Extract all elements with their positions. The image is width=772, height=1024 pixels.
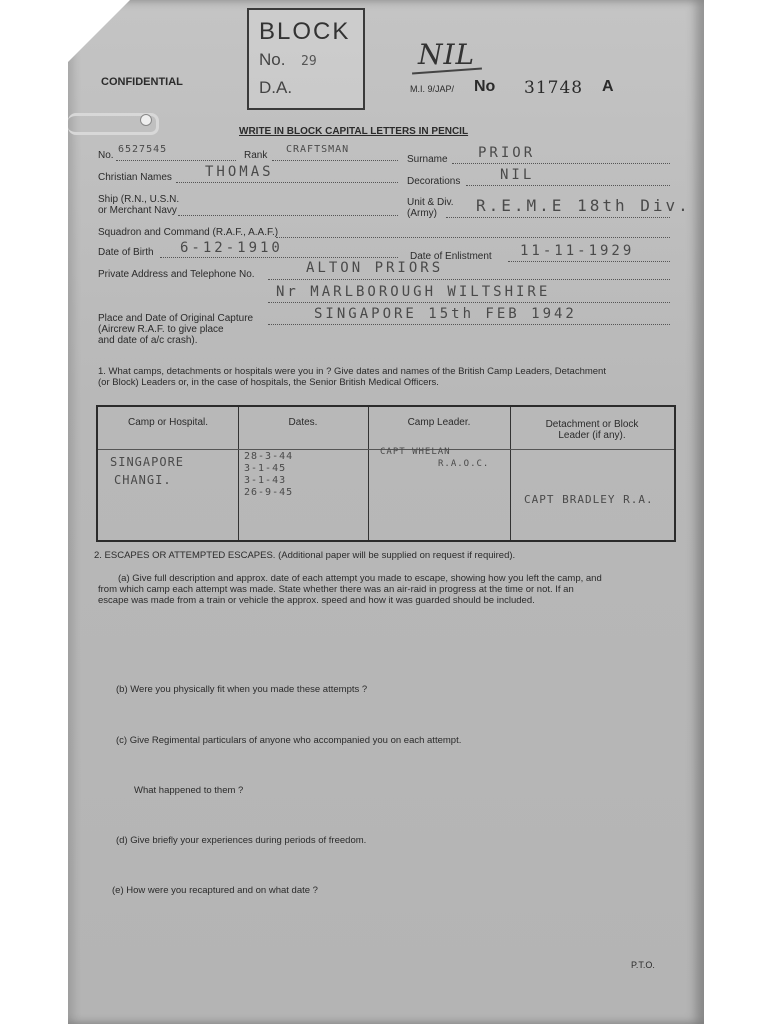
please-turn-over: P.T.O. bbox=[631, 960, 655, 970]
camps-table bbox=[96, 405, 676, 542]
header-block-leader-1: Detachment or Block bbox=[545, 419, 639, 430]
squadron-label: Squadron and Command (R.A.F., A.A.F.) bbox=[98, 227, 279, 238]
question-2a-line-1: (a) Give full description and approx. date of each attempt you made to escape, showing how you left the camp, and bbox=[118, 573, 602, 584]
enlistment-label: Date of Enlistment bbox=[410, 251, 492, 262]
capture-label-1: Place and Date of Original Capture bbox=[98, 313, 254, 324]
block-stamp bbox=[247, 8, 365, 110]
stamp-line-3: D.A. bbox=[259, 78, 293, 97]
address-line-1: ALTON PRIORS bbox=[306, 260, 444, 276]
header-camp-leader: Camp Leader. bbox=[407, 417, 471, 428]
header-block-leader-2: Leader (if any). bbox=[558, 430, 626, 441]
stamp-line-2: No. bbox=[259, 50, 286, 69]
header-dates: Dates. bbox=[288, 417, 318, 428]
stamp-line-2-handwritten: 29 bbox=[301, 54, 317, 69]
question-1-text-1: 1. What camps, detachments or hospitals were you in ? Give dates and names of the British Camp Leaders, Detachment bbox=[98, 366, 606, 377]
punch-hole bbox=[140, 114, 152, 126]
question-2b: (b) Were you physically fit when you made these attempts ? bbox=[116, 684, 368, 695]
dob-value: 6-12-1910 bbox=[180, 240, 283, 256]
document-suffix: A bbox=[602, 78, 614, 95]
unit-value: R.E.M.E 18th Div. bbox=[476, 196, 691, 215]
date-4: 26-9-45 bbox=[244, 487, 294, 498]
instruction-heading: WRITE IN BLOCK CAPITAL LETTERS IN PENCIL bbox=[239, 126, 469, 137]
camp-leader-unit: R.A.O.C. bbox=[438, 459, 490, 469]
block-leader: CAPT BRADLEY R.A. bbox=[524, 493, 654, 506]
unit-label-1: Unit & Div. bbox=[407, 197, 454, 208]
document-number: 31748 bbox=[524, 78, 584, 98]
rank-value: CRAFTSMAN bbox=[286, 144, 350, 155]
question-2-heading: 2. ESCAPES OR ATTEMPTED ESCAPES. (Additional paper will be supplied on request if required). bbox=[94, 550, 516, 561]
address-label: Private Address and Telephone No. bbox=[98, 269, 255, 280]
capture-label-3: and date of a/c crash). bbox=[98, 335, 198, 346]
header-camp: Camp or Hospital. bbox=[127, 417, 209, 428]
question-2c-followup: What happened to them ? bbox=[134, 785, 244, 796]
ship-label-1: Ship (R.N., U.S.N. bbox=[98, 194, 180, 205]
decorations-label: Decorations bbox=[407, 176, 461, 187]
enlistment-value: 11-11-1929 bbox=[520, 243, 635, 259]
surname-value: PRIOR bbox=[478, 145, 536, 161]
question-2c: (c) Give Regimental particulars of anyone who accompanied you on each attempt. bbox=[116, 735, 462, 746]
question-2d: (d) Give briefly your experiences during periods of freedom. bbox=[116, 835, 367, 846]
question-1-text-2: (or Block) Leaders or, in the case of hospitals, the Senior British Medical Officers. bbox=[98, 377, 439, 388]
rank-label: Rank bbox=[244, 150, 268, 161]
ship-label-2: or Merchant Navy bbox=[98, 205, 177, 216]
date-1: 28-3-44 bbox=[244, 451, 294, 462]
no-label: No. bbox=[98, 150, 114, 161]
christian-names-label: Christian Names bbox=[98, 172, 172, 183]
document-number-label: No bbox=[474, 78, 496, 95]
question-2e: (e) How were you recaptured and on what date ? bbox=[112, 885, 318, 896]
camp-2: CHANGI. bbox=[114, 473, 172, 487]
capture-value: SINGAPORE 15th FEB 1942 bbox=[314, 306, 577, 322]
christian-names-value: THOMAS bbox=[205, 164, 274, 180]
date-2: 3-1-45 bbox=[244, 463, 287, 474]
camp-1: SINGAPORE bbox=[110, 455, 185, 469]
no-value: 6527545 bbox=[118, 144, 168, 155]
torn-corner bbox=[68, 0, 130, 62]
surname-label: Surname bbox=[407, 154, 448, 165]
nil-annotation: NIL bbox=[418, 38, 476, 71]
stamp-line-1: BLOCK bbox=[259, 18, 351, 45]
unit-label-2: (Army) bbox=[407, 208, 437, 219]
confidential-label: CONFIDENTIAL bbox=[101, 76, 183, 88]
camp-leader-name: CAPT WHELAN bbox=[380, 447, 451, 457]
address-line-2: Nr MARLBOROUGH WILTSHIRE bbox=[276, 284, 551, 300]
date-3: 3-1-43 bbox=[244, 475, 287, 486]
decorations-value: NIL bbox=[500, 167, 535, 183]
reference-code: M.I. 9/JAP/ bbox=[410, 84, 455, 94]
question-2a-line-3: escape was made from a train or vehicle the approx. speed and how it was guarded should be included. bbox=[98, 595, 535, 606]
capture-label-2: (Aircrew R.A.F. to give place bbox=[98, 324, 224, 335]
dob-label: Date of Birth bbox=[98, 247, 154, 258]
question-2a-line-2: from which camp each attempt was made. State whether there was an air-raid in progress at the time or not. If an bbox=[98, 584, 574, 595]
